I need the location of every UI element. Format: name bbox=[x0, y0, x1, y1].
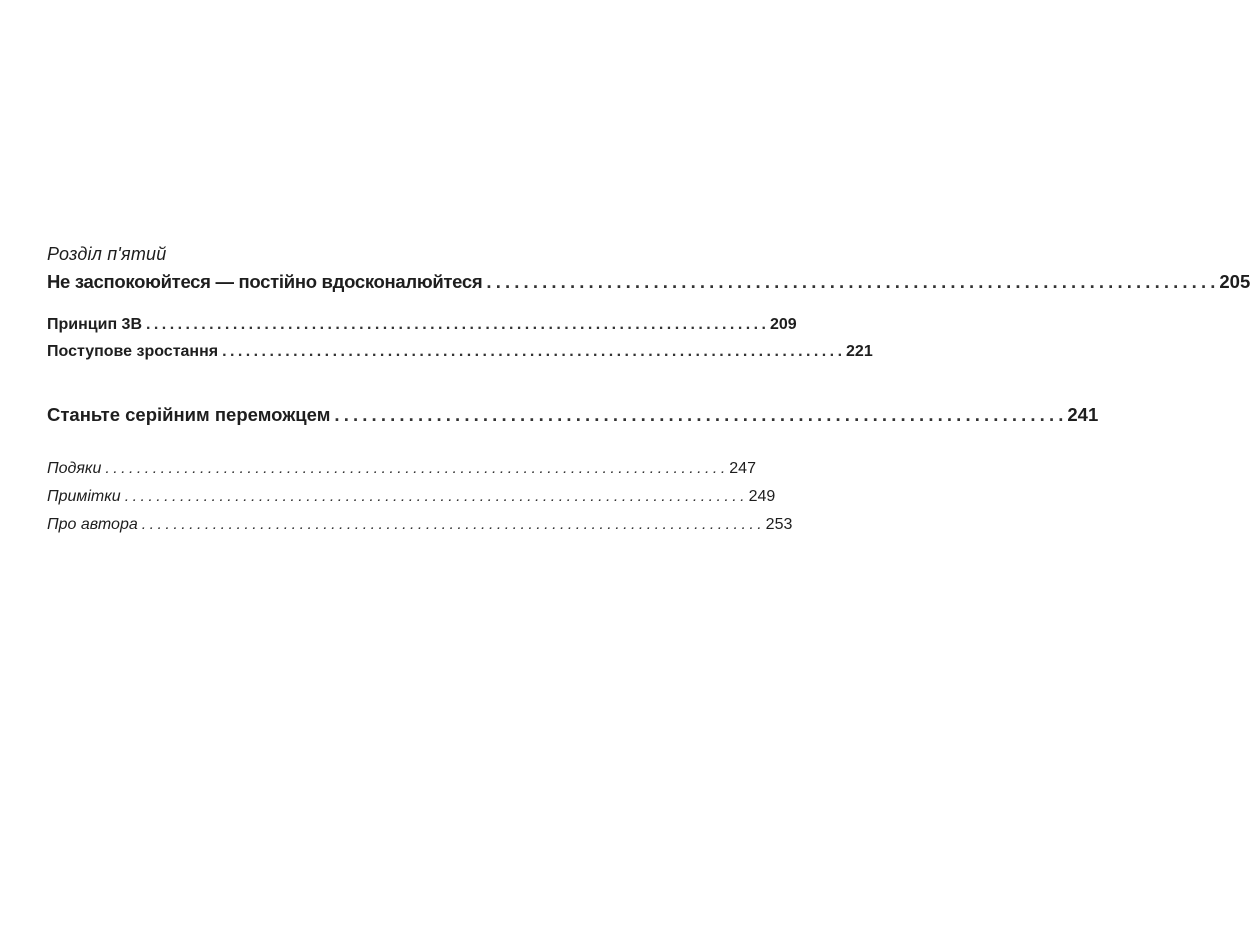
toc-entry-page: 209 bbox=[769, 316, 797, 333]
dot-leader bbox=[125, 488, 745, 506]
toc-entry-section bbox=[47, 316, 797, 334]
toc-entry-title: Подяки bbox=[47, 460, 102, 477]
chapter-label: Розділ п'ятий bbox=[47, 244, 167, 264]
toc-entry-page: 205 bbox=[1219, 271, 1250, 292]
toc-entry-page: 253 bbox=[765, 516, 793, 533]
toc-entry-title: Примітки bbox=[47, 488, 121, 505]
toc-entry-title: Поступове зростання bbox=[47, 343, 219, 360]
toc-entry-title: Принцип 3В bbox=[47, 316, 143, 333]
toc-entry-title: Не заспокоюйтеся — постійно вдосконалюйтеся bbox=[47, 271, 483, 292]
toc-entry-section bbox=[47, 343, 873, 361]
dot-leader bbox=[142, 516, 762, 534]
toc-entry-page: 221 bbox=[846, 343, 873, 360]
dot-leader bbox=[334, 404, 1063, 426]
toc-entry-title: Станьте серійним переможцем bbox=[47, 404, 331, 425]
toc-entry-chapter bbox=[47, 271, 1250, 293]
toc-entry-page: 247 bbox=[729, 460, 756, 477]
dot-leader bbox=[486, 271, 1215, 293]
toc-entry-page: 249 bbox=[748, 488, 776, 505]
toc-entry-page: 241 bbox=[1067, 404, 1099, 425]
dot-leader bbox=[146, 316, 766, 334]
toc-entry-back-matter bbox=[47, 516, 793, 534]
toc-entry-title: Про автора bbox=[47, 516, 138, 533]
toc-entry-back-matter bbox=[47, 460, 756, 478]
dot-leader bbox=[222, 343, 842, 361]
toc-entry-back-matter bbox=[47, 488, 776, 506]
toc-entry-final-section bbox=[47, 404, 1099, 426]
dot-leader bbox=[105, 460, 725, 478]
